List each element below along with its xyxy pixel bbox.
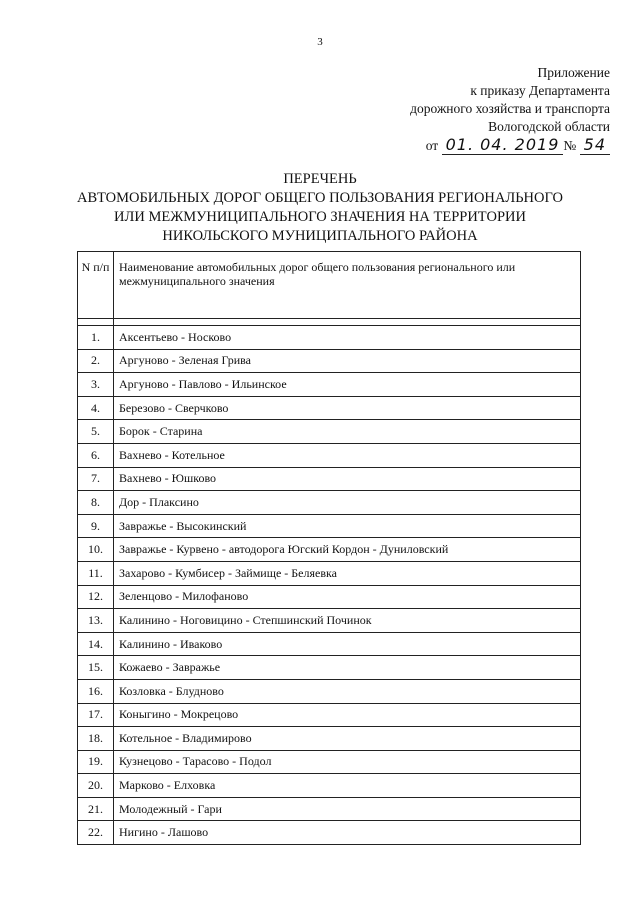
row-road-name: Завражье - Высокинский [114,514,581,538]
row-number: 4. [78,396,114,420]
row-road-name: Аргуново - Зеленая Грива [114,349,581,373]
row-road-name: Аргуново - Павлово - Ильинское [114,373,581,397]
title-line-2: АВТОМОБИЛЬНЫХ ДОРОГ ОБЩЕГО ПОЛЬЗОВАНИЯ РЕГИОНАЛЬНОГО [77,190,563,206]
table-row [78,727,581,751]
row-road-name: Молодежный - Гари [114,797,581,821]
row-number: 2. [78,349,114,373]
table-row [78,420,581,444]
row-number: 1. [78,326,114,350]
order-number: 54 [580,135,610,155]
row-road-name: Калинино - Иваково [114,632,581,656]
row-number: 21. [78,797,114,821]
appendix-header [410,64,610,155]
row-number: 3. [78,373,114,397]
row-number: 7. [78,467,114,491]
table-row [78,396,581,420]
table-spacer-row [78,319,581,326]
table-row [78,491,581,515]
row-road-name: Котельное - Владимирово [114,727,581,751]
row-number: 15. [78,656,114,680]
row-number: 10. [78,538,114,562]
appendix-title: Приложение [537,65,610,80]
table-row [78,703,581,727]
appendix-region: Вологодской области [488,119,610,134]
title-line-1: ПЕРЕЧЕНЬ [283,171,357,187]
row-number: 12. [78,585,114,609]
table-row [78,585,581,609]
row-road-name: Кузнецово - Тарасово - Подол [114,750,581,774]
row-number: 17. [78,703,114,727]
table-row [78,443,581,467]
row-road-name: Захарово - Кумбисер - Займище - Беляевка [114,561,581,585]
row-number: 19. [78,750,114,774]
row-road-name: Калинино - Ноговицино - Степшинский Починок [114,609,581,633]
header-road-name: Наименование автомобильных дорог общего пользования регионального или межмуниципального значения [114,252,581,319]
table-row [78,656,581,680]
row-road-name: Зеленцово - Милофаново [114,585,581,609]
number-prefix: № [563,138,577,153]
row-number: 9. [78,514,114,538]
row-number: 11. [78,561,114,585]
row-road-name: Вахнево - Юшково [114,467,581,491]
table-row [78,373,581,397]
row-number: 8. [78,491,114,515]
row-number: 22. [78,821,114,845]
row-number: 20. [78,774,114,798]
row-road-name: Аксентьево - Носково [114,326,581,350]
row-number: 5. [78,420,114,444]
row-number: 16. [78,679,114,703]
header-number: N п/п [78,252,114,319]
appendix-order-ref: к приказу Департамента [470,83,610,98]
row-number: 14. [78,632,114,656]
roads-table [77,251,581,845]
row-road-name: Коныгино - Мокрецово [114,703,581,727]
order-date-line [410,136,610,155]
roads-table-body [78,319,581,845]
table-row [78,750,581,774]
table-row [78,821,581,845]
table-row [78,679,581,703]
row-number: 13. [78,609,114,633]
row-road-name: Борок - Старина [114,420,581,444]
row-road-name: Березово - Сверчково [114,396,581,420]
row-number: 6. [78,443,114,467]
title-line-4: НИКОЛЬСКОГО МУНИЦИПАЛЬНОГО РАЙОНА [162,228,478,244]
appendix-department: дорожного хозяйства и транспорта [410,101,610,116]
row-road-name: Нигино - Лашово [114,821,581,845]
row-road-name: Вахнево - Котельное [114,443,581,467]
row-road-name: Дор - Плаксино [114,491,581,515]
table-row [78,326,581,350]
table-header-row [78,252,581,319]
table-row [78,774,581,798]
table-row [78,561,581,585]
table-row [78,609,581,633]
date-prefix: от [425,138,439,153]
order-date: 01. 04. 2019 [442,135,564,155]
table-row [78,538,581,562]
spacer-cell [78,319,114,326]
document-title [0,170,640,246]
row-road-name: Кожаево - Завражье [114,656,581,680]
title-line-3: ИЛИ МЕЖМУНИЦИПАЛЬНОГО ЗНАЧЕНИЯ НА ТЕРРИТОРИИ [114,209,526,225]
row-road-name: Козловка - Блудново [114,679,581,703]
table-row [78,514,581,538]
row-road-name: Завражье - Курвено - автодорога Югский Кордон - Дуниловский [114,538,581,562]
row-road-name: Марково - Елховка [114,774,581,798]
row-number: 18. [78,727,114,751]
table-row [78,349,581,373]
table-row [78,467,581,491]
spacer-cell [114,319,581,326]
table-row [78,632,581,656]
table-row [78,797,581,821]
page-number: 3 [317,36,323,48]
